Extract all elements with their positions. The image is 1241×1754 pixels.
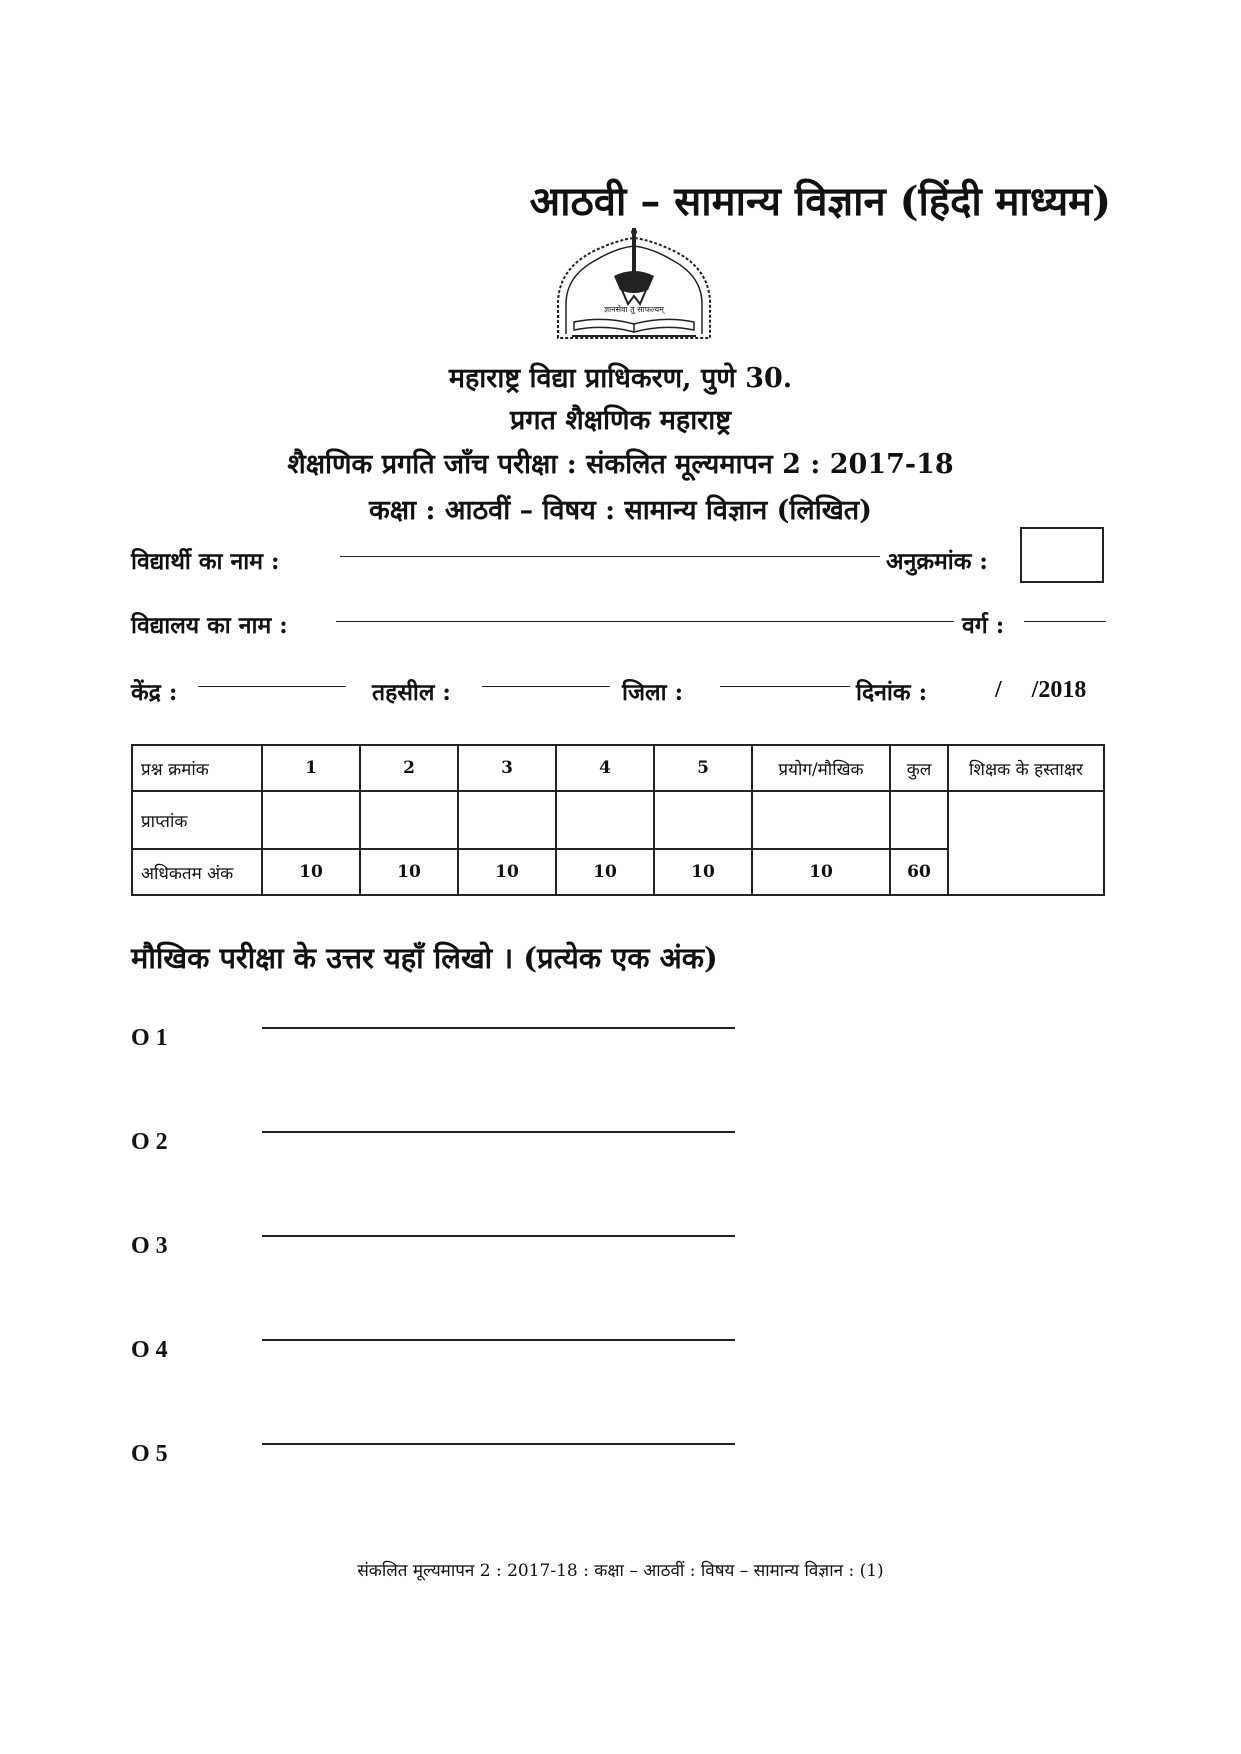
- roll-no-label: अनुक्रमांक :: [886, 548, 988, 575]
- oral-answer-line[interactable]: [262, 1339, 735, 1341]
- max-mark-cell: 60: [890, 849, 948, 895]
- table-header-cell: 2: [360, 745, 458, 791]
- oral-answer-line[interactable]: [262, 1235, 735, 1237]
- oral-question-label: O 1: [131, 1025, 168, 1051]
- tehsil-field[interactable]: [482, 686, 610, 687]
- obtained-mark-cell[interactable]: [458, 791, 556, 849]
- roll-no-box[interactable]: [1020, 527, 1104, 583]
- table-header-cell: 3: [458, 745, 556, 791]
- program-name: प्रगत शैक्षणिक महाराष्ट्र: [509, 405, 731, 436]
- obtained-mark-cell[interactable]: [890, 791, 948, 849]
- marks-table: [131, 744, 1105, 896]
- table-header-cell: 5: [654, 745, 752, 791]
- obtained-mark-cell[interactable]: [654, 791, 752, 849]
- oral-question-label: O 5: [131, 1441, 168, 1467]
- table-header-cell: 1: [262, 745, 360, 791]
- obtained-mark-cell[interactable]: [556, 791, 654, 849]
- tehsil-label: तहसील :: [372, 679, 451, 706]
- max-marks-label: अधिकतम अंक: [132, 849, 262, 895]
- obtained-marks-label: प्राप्तांक: [132, 791, 262, 849]
- exam-name: शैक्षणिक प्रगति जाँच परीक्षा : संकलित मूल्यमापन 2 : 2017-18: [287, 449, 954, 480]
- date-value[interactable]: / /2018: [995, 677, 1087, 703]
- obtained-mark-cell[interactable]: [752, 791, 890, 849]
- page-footer: संकलित मूल्यमापन 2 : 2017-18 : कक्षा – आठवीं : विषय – सामान्य विज्ञान : (1): [357, 1561, 884, 1581]
- max-mark-cell: 10: [360, 849, 458, 895]
- authority-name: महाराष्ट्र विद्या प्राधिकरण, पुणे 30.: [448, 363, 793, 394]
- emblem-logo: [552, 226, 716, 342]
- table-header-cell: कुल: [890, 745, 948, 791]
- table-header-cell: प्रयोग/मौखिक: [752, 745, 890, 791]
- oral-question-label: O 3: [131, 1233, 168, 1259]
- oral-answer-line[interactable]: [262, 1027, 735, 1029]
- max-mark-cell: 10: [262, 849, 360, 895]
- school-name-label: विद्यालय का नाम :: [131, 612, 288, 639]
- division-field[interactable]: [1024, 621, 1106, 622]
- table-header-cell: 4: [556, 745, 654, 791]
- centre-label: केंद्र :: [131, 679, 178, 706]
- page-title: आठवी – सामान्य विज्ञान (हिंदी माध्यम): [529, 178, 1111, 225]
- oral-question-label: O 2: [131, 1129, 168, 1155]
- student-name-field[interactable]: [340, 556, 880, 557]
- logo-motto: ज्ञानसेवा तु साफल्यम्: [604, 305, 664, 314]
- obtained-mark-cell[interactable]: [360, 791, 458, 849]
- district-field[interactable]: [720, 686, 850, 687]
- oral-exam-heading: मौखिक परीक्षा के उत्तर यहाँ लिखो । (प्रत्येक एक अंक): [131, 941, 718, 975]
- oral-answer-line[interactable]: [262, 1131, 735, 1133]
- obtained-marks-row: [132, 791, 1104, 849]
- student-name-label: विद्यार्थी का नाम :: [131, 548, 280, 575]
- max-mark-cell: 10: [458, 849, 556, 895]
- max-mark-cell: 10: [654, 849, 752, 895]
- oral-question-label: O 4: [131, 1337, 168, 1363]
- obtained-mark-cell[interactable]: [262, 791, 360, 849]
- table-header-row: [132, 745, 1104, 791]
- class-subject: कक्षा : आठवीं – विषय : सामान्य विज्ञान (लिखित): [369, 495, 872, 526]
- max-mark-cell: 10: [752, 849, 890, 895]
- teacher-signature-cell[interactable]: [948, 791, 1104, 895]
- table-header-cell: शिक्षक के हस्ताक्षर: [948, 745, 1104, 791]
- oral-answer-line[interactable]: [262, 1443, 735, 1445]
- district-label: जिला :: [622, 679, 684, 706]
- table-header-cell: प्रश्न क्रमांक: [132, 745, 262, 791]
- centre-field[interactable]: [198, 686, 346, 687]
- school-name-field[interactable]: [336, 621, 954, 622]
- division-label: वर्ग :: [962, 612, 1005, 639]
- max-mark-cell: 10: [556, 849, 654, 895]
- date-label: दिनांक :: [856, 679, 928, 706]
